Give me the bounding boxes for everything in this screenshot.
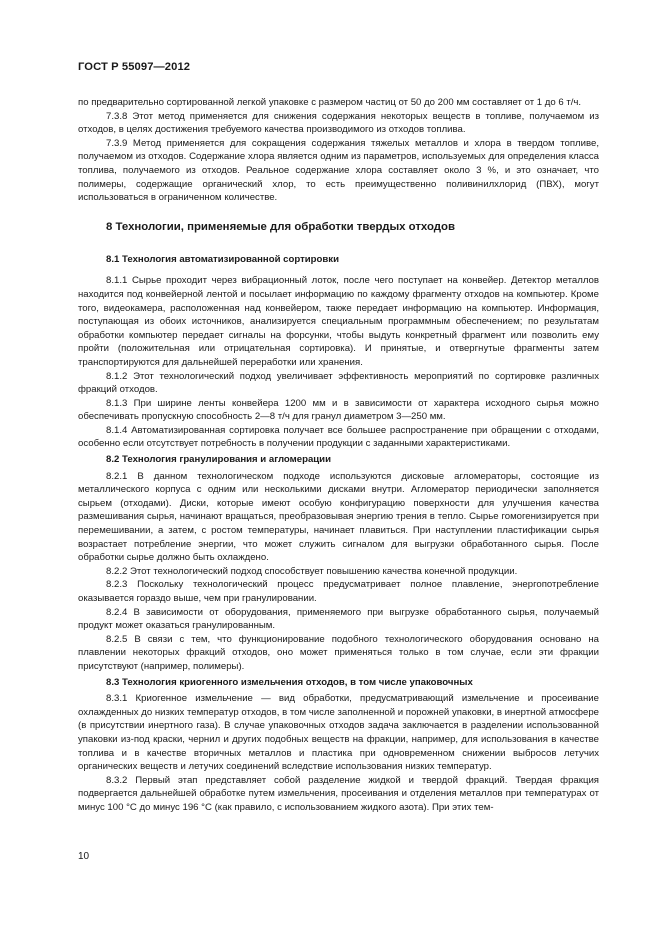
paragraph: по предварительно сортированной легкой упаковке с размером частиц от 50 до 200 мм составляет от 1 до 6 т/ч. [78,97,582,108]
subsection-8-3-heading: 8.3 Технология криогенного измельчения отходов, в том числе упаковочных [106,676,473,688]
paragraph-8-3-1: 8.3.1 Криогенное измельчение — вид обработки, предусматривающий измельчение и просеивание охлажденных до низких температур отходов, в том числе заполненной и порожней упаковки, в инертной атмосфере (в присутствии инертного газа). В случае упаковочных отходов задача заключается в разделении использованной упаковки из-под краски, чернил и других подобных веществ на фракции, например, для использования в качестве топлива и в качестве вторичных металлов и пластика при одновременном снижении выбросов летучих органических веществ и летучих соединений вследствие использования низких температур. [78,693,599,773]
subsection-8-2-heading: 8.2 Технология гранулирования и агломерации [106,454,331,466]
paragraph-8-2-2: 8.2.2 Этот технологический подход способствует повышению качества конечной продукции. [106,565,518,577]
paragraph-8-1-1: 8.1.1 Сырье проходит через вибрационный лоток, после чего поступает на конвейер. Детектор металлов находится под конвейерной лентой и посылает информацию по каждому фрагменту отходов на компьютер. Кроме того, видеокамера, расположенная над конвейером, также передает информацию на компьютер. Информация, поступающая из обоих источников, анализируется специальным программным обеспечением; по результатам обработки компьютер передает сигналы на форсунки, чтобы выдуть конкретный фрагмент или позволить ему пройти (положительная или отрицательная сортировка). И принятые, и отвергнутые фрагменты затем транспортируются для дальнейшей переработки или хранения. [78,275,599,368]
paragraph-8-3-2: 8.3.2 Первый этап представляет собой разделение жидкой и твердой фракций. Твердая фракция подвергается дальнейшей обработке путем измельчения, просеивания и отделения металлов при температурах от минус 100 °С до минус 196 °С (как правило, с использованием жидкого азота). При этих тем- [78,774,599,813]
page-number: 10 [78,851,90,862]
standard-header: ГОСТ Р 55097—2012 [78,61,191,73]
paragraph-8-2-4: 8.2.4 В зависимости от оборудования, применяемого при выгрузке обработанного сырья, получаемый продукт может оказаться гранулированным. [78,606,599,632]
paragraph-7-3-8: 7.3.8 Этот метод применяется для снижения содержания некоторых веществ в топливе, получаемом из отходов, в целях достижения требуемого качества производимого из отходов топлива. [78,110,599,136]
paragraph-8-2-1: 8.2.1 В данном технологическом подходе используются дисковые агломераторы, состоящие из металлического корпуса с одним или несколькими дисками внутри. Агломератор периодически заполняется сырьем (отходами). Диски, которые имеют особую конфигурацию поверхности для улучшения качества размешивания сырья, начинают вращаться, преобразовывая энергию трения в тепло. Сырье гомогенизируется при перемешивании, а затем, с ростом температуры, начинает плавиться. При наступлении пластификации сырья возрастает потребление энергии, что может служить сигналом для выгрузки обработанного сырья. После обработки сырье должно быть охлаждено. [78,470,599,564]
document-body [78,96,599,815]
paragraph-8-2-3: 8.2.3 Поскольку технологический процесс предусматривает полное плавление, энергопотребление оказывается гораздо выше, чем при гранулировании. [78,579,599,604]
section-8-heading: 8 Технологии, применяемые для обработки твердых отходов [106,220,455,233]
paragraph-8-1-4: 8.1.4 Автоматизированная сортировка получает все большее распространение при обращении с отходами, особенно если отсутствует потребность в получении продукции с заданными характеристиками. [78,424,599,450]
paragraph-8-1-3: 8.1.3 При ширине ленты конвейера 1200 мм и в зависимости от характера исходного сырья можно обеспечивать пропускную способность 2—8 т/ч для гранул диаметром 3—250 мм. [78,397,599,423]
paragraph-8-1-2: 8.1.2 Этот технологический подход увеличивает эффективность мероприятий по сортировке различных фракций отходов. [78,370,599,396]
paragraph-8-2-5: 8.2.5 В связи с тем, что функционирование подобного технологического оборудования основано на плавлении некоторых фракций отходов, оно может применяться только в том случае, если эти фракции присутствуют (например, полимеры). [78,633,599,672]
subsection-8-1-heading: 8.1 Технология автоматизированной сортировки [106,253,339,265]
paragraph-7-3-9: 7.3.9 Метод применяется для сокращения содержания тяжелых металлов и хлора в твердом топливе, получаемом из отходов. Содержание хлора является одним из параметров, используемых для определения класса топлива, получаемого из отходов. Реальное содержание хлора составляет около 3 %, и это означает, что полимеры, содержащие органический хлор, то есть преимущественно поливинилхлорид (ПВХ), могут использоваться в ограниченном количестве. [78,137,599,204]
